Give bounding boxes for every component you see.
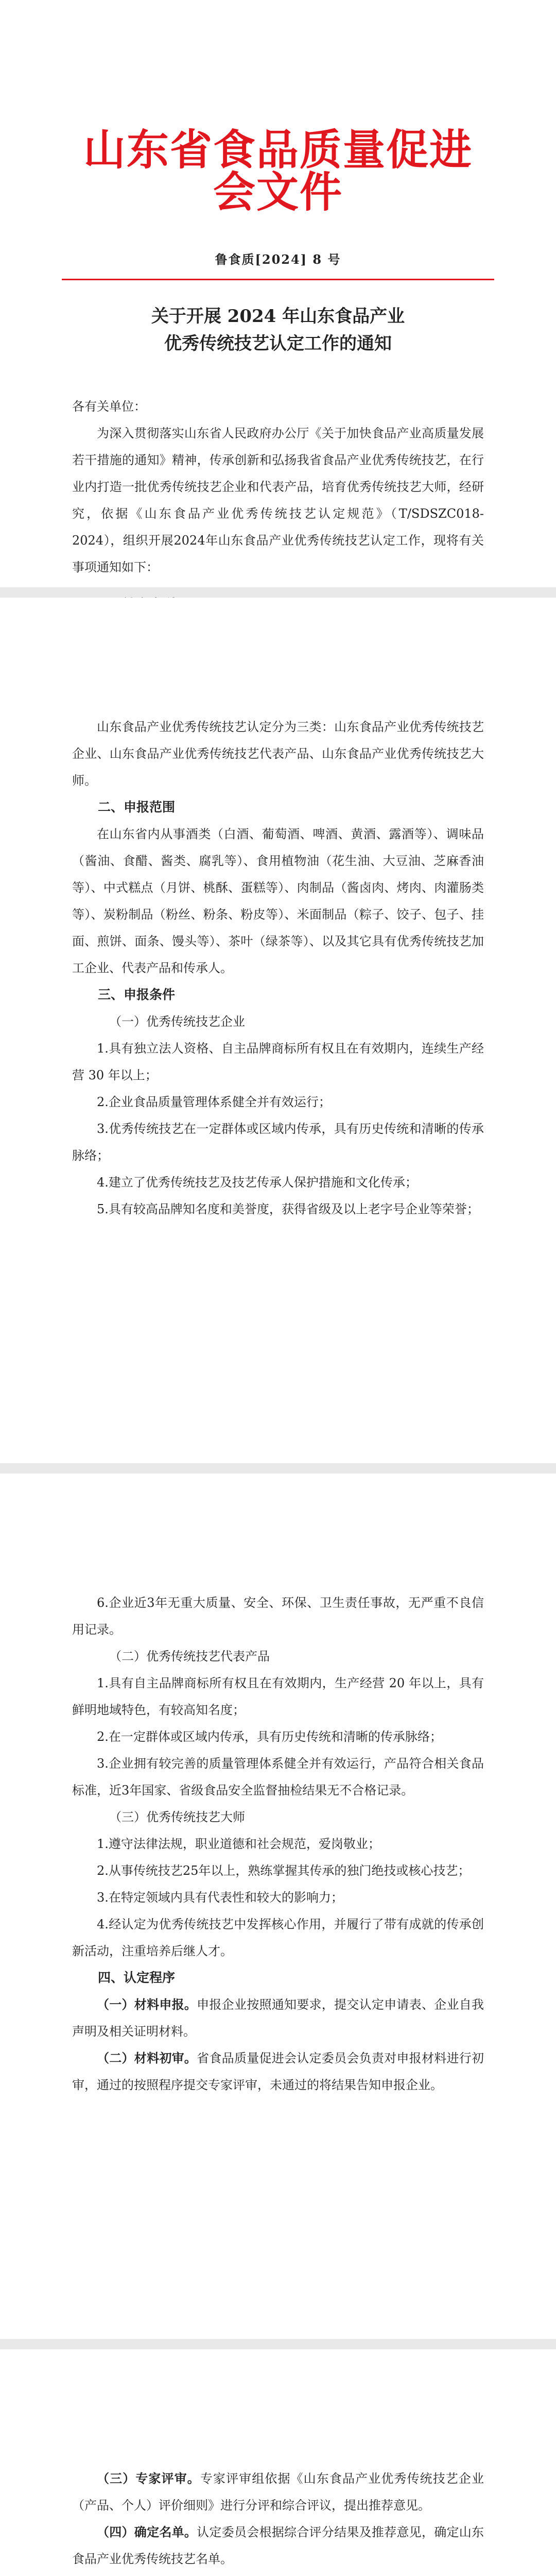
s4-item-label: （三）专家评审。 xyxy=(97,2471,200,2486)
s4-item xyxy=(72,1991,484,2045)
section-3-1-title: （一）优秀传统技艺企业 xyxy=(109,1014,245,1029)
s3-1-item: 6.企业近3年无重大质量、安全、环保、卫生责任事故，无严重不良信用记录。 xyxy=(72,1596,484,1637)
section-2-text: 在山东省内从事酒类（白酒、葡萄酒、啤酒、黄酒、露酒等）、调味品（酱油、食醋、酱类、腐乳等）、食用植物油（花生油、大豆油、芝麻香油等）、中式糕点（月饼、桃酥、蛋糕等）、肉制品（酱卤肉、烤肉、肉灌肠类等）、炭粉制品（粉丝、粉条、粉皮等）、米面制品（粽子、饺子、包子、挂面、煎饼、面条、馒头等）、茶叶（绿茶等）、以及其它具有优秀传统技艺加工企业、代表产品和传承人。 xyxy=(72,827,484,975)
doc-title xyxy=(72,303,484,357)
page-3 xyxy=(0,1473,556,2339)
s3-3-item: 3.在特定领域内具有代表性和较大的影响力； xyxy=(97,1890,343,1905)
salutation: 各有关单位： xyxy=(72,399,146,414)
masthead: 山东省食品质量促进会文件 xyxy=(83,125,473,217)
s3-1-item: 5.具有较高品牌知名度和美誉度，获得省级及以上老字号企业等荣誉； xyxy=(97,1202,479,1216)
s4-item-label: （二）材料初审。 xyxy=(97,2050,197,2065)
s3-3-item: 2.从事传统技艺25年以上，熟练掌握其传承的独门绝技或核心技艺； xyxy=(97,1863,471,1878)
s3-3-item: 4.经认定为优秀传统技艺中发挥核心作用，并履行了带有成就的传承创新活动，注重培养后继人才。 xyxy=(72,1917,484,1958)
section-4-title: 四、认定程序 xyxy=(98,1970,176,1985)
s3-1-item: 2.企业食品质量管理体系健全并有效运行； xyxy=(97,1095,331,1109)
s3-3-item: 1.遵守法律法规，职业道德和社会规范，爱岗敬业； xyxy=(97,1837,380,1851)
section-1-text: 山东食品产业优秀传统技艺认定分为三类：山东食品产业优秀传统技艺企业、山东食品产业优秀传统技艺代表产品、山东食品产业优秀传统技艺大师。 xyxy=(72,720,484,788)
s4-item xyxy=(72,2572,484,2576)
title-line-2: 优秀传统技艺认定工作的通知 xyxy=(164,333,392,354)
s4-item xyxy=(72,2519,484,2572)
section-3-title: 三、申报条件 xyxy=(98,987,176,1002)
s3-2-item: 3.企业拥有较完善的质量管理体系健全并有效运行，产品符合相关食品标准，近3年国家、省级食品安全监督抽检结果无不合格记录。 xyxy=(72,1756,484,1798)
s3-1-item: 1.具有独立法人资格、自主品牌商标所有权且在有效期内，连续生产经营 30 年以上； xyxy=(72,1041,484,1082)
s3-1-item: 3.优秀传统技艺在一定群体或区域内传承，具有历史传统和清晰的传承脉络； xyxy=(72,1122,484,1163)
s4-item-label: （四）确定名单。 xyxy=(97,2524,197,2539)
s3-2-item: 2.在一定群体或区域内传承，具有历史传统和清晰的传承脉络； xyxy=(97,1730,442,1744)
red-divider xyxy=(62,279,494,280)
s4-item-label: （一）材料申报。 xyxy=(97,1997,197,2012)
s4-item-text: 认定委员会根据综合评分结果及推荐意见，确定山东食品产业优秀传统技艺名单。 xyxy=(72,2525,484,2566)
title-line-1: 关于开展 2024 年山东食品产业 xyxy=(151,306,405,327)
section-3-3-title: （三）优秀传统技艺大师 xyxy=(109,1810,245,1824)
s4-item-text: 专家评审组依据《山东食品产业优秀传统技艺企业（产品、个人）评价细则》进行分评和综合评议，提出推荐意见。 xyxy=(72,2471,484,2513)
s4-item xyxy=(72,2045,484,2098)
s3-1-item: 4.建立了优秀传统技艺及技艺传承人保护措施和文化传承； xyxy=(97,1175,418,1190)
s3-2-item: 1.具有自主品牌商标所有权且在有效期内，生产经营 20 年以上，具有鲜明地域特色，有较高知名度； xyxy=(72,1676,484,1717)
s4-item-text: 申报企业按照通知要求，提交认定申请表、企业自我声明及相关证明材料。 xyxy=(72,1997,484,2039)
page-1 xyxy=(0,0,556,587)
s4-item xyxy=(72,2465,484,2519)
intro-paragraph: 为深入贯彻落实山东省人民政府办公厅《关于加快食品产业高质量发展若干措施的通知》精神，传承创新和弘扬我省食品产业优秀传统技艺，在行业内打造一批优秀传统技艺企业和代表产品，培育优秀传统技艺大师，经研究，依据《山东食品产业优秀传统技艺认定规范》（T/SDSZC018-2024），组织开展2024年山东食品产业优秀传统技艺认定工作，现将有关事项通知如下： xyxy=(72,426,484,575)
section-3-2-title: （二）优秀传统技艺代表产品 xyxy=(109,1649,270,1664)
page-4 xyxy=(0,2349,556,2576)
doc-number: 鲁食质[2024] 8 号 xyxy=(215,252,341,267)
section-2-title: 二、申报范围 xyxy=(98,800,176,815)
page-2 xyxy=(0,598,556,1463)
s4-item-text: 省食品质量促进会认定委员会负责对申报材料进行初审，通过的按照程序提交专家评审，未通过的将结果告知申报企业。 xyxy=(72,2051,484,2092)
